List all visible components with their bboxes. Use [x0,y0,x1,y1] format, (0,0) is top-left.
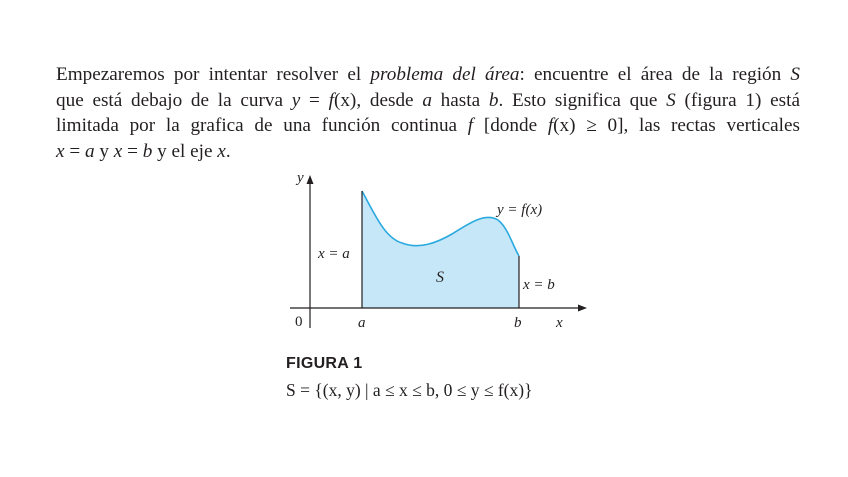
figure-caption-title: FIGURA 1 [286,355,363,372]
b-tick-label: b [514,315,522,331]
text-span: [donde [473,115,548,136]
a-tick-label: a [358,315,366,331]
math-var-b: b [488,89,499,111]
math-arg: (x) [553,115,576,136]
math-var-S: S [666,89,676,111]
text-span: (figura 1) está [675,89,800,111]
text-span: que está debajo de la curva [56,89,292,111]
region-S-fill [362,191,519,308]
math-var-x: x [217,140,226,162]
text-span: hasta [431,89,489,111]
text-span: . Esto significa que [498,89,667,111]
math-arg: (x) [333,89,357,111]
math-var-y: y [291,89,301,111]
text-span: . [225,140,231,162]
math-var-b: b [142,140,153,162]
math-equals: = [122,140,143,162]
math-equals: = [64,140,85,162]
text-span: y [94,140,114,162]
origin-label: 0 [295,314,303,330]
region-label: S [436,269,444,286]
math-var-f: f [467,115,474,136]
math-var-f: f [328,89,334,111]
math-equals: = [300,89,329,111]
x-axis-arrow-icon [578,305,587,312]
text-span: ≥ 0], las rectas verticales [575,115,800,136]
math-var-f: f [547,115,554,136]
right-line-label: x = b [523,277,555,293]
text-span: y el eje [152,140,218,162]
left-line-label: x = a [318,246,350,262]
figure-caption-set: S = {(x, y) | a ≤ x ≤ b, 0 ≤ y ≤ f(x)} [286,380,533,400]
y-axis-arrow-icon [307,175,314,184]
emphasis-problem-of-area: problema del área [370,64,520,85]
text-span: : encuentre el área de la región [519,64,791,85]
math-var-a: a [84,140,95,162]
math-var-x: x [56,140,65,162]
curve-label: y = f(x) [497,202,543,218]
text-span: limitada por la grafica de una función continua [56,115,468,136]
text-span: Empezaremos por intentar resolver el [56,64,371,85]
math-var-a: a [422,89,432,111]
math-var-S: S [790,64,800,85]
x-axis-label: x [556,315,563,331]
text-span: , desde [356,89,423,111]
math-var-x: x [113,140,123,162]
y-axis-label: y [297,170,304,186]
